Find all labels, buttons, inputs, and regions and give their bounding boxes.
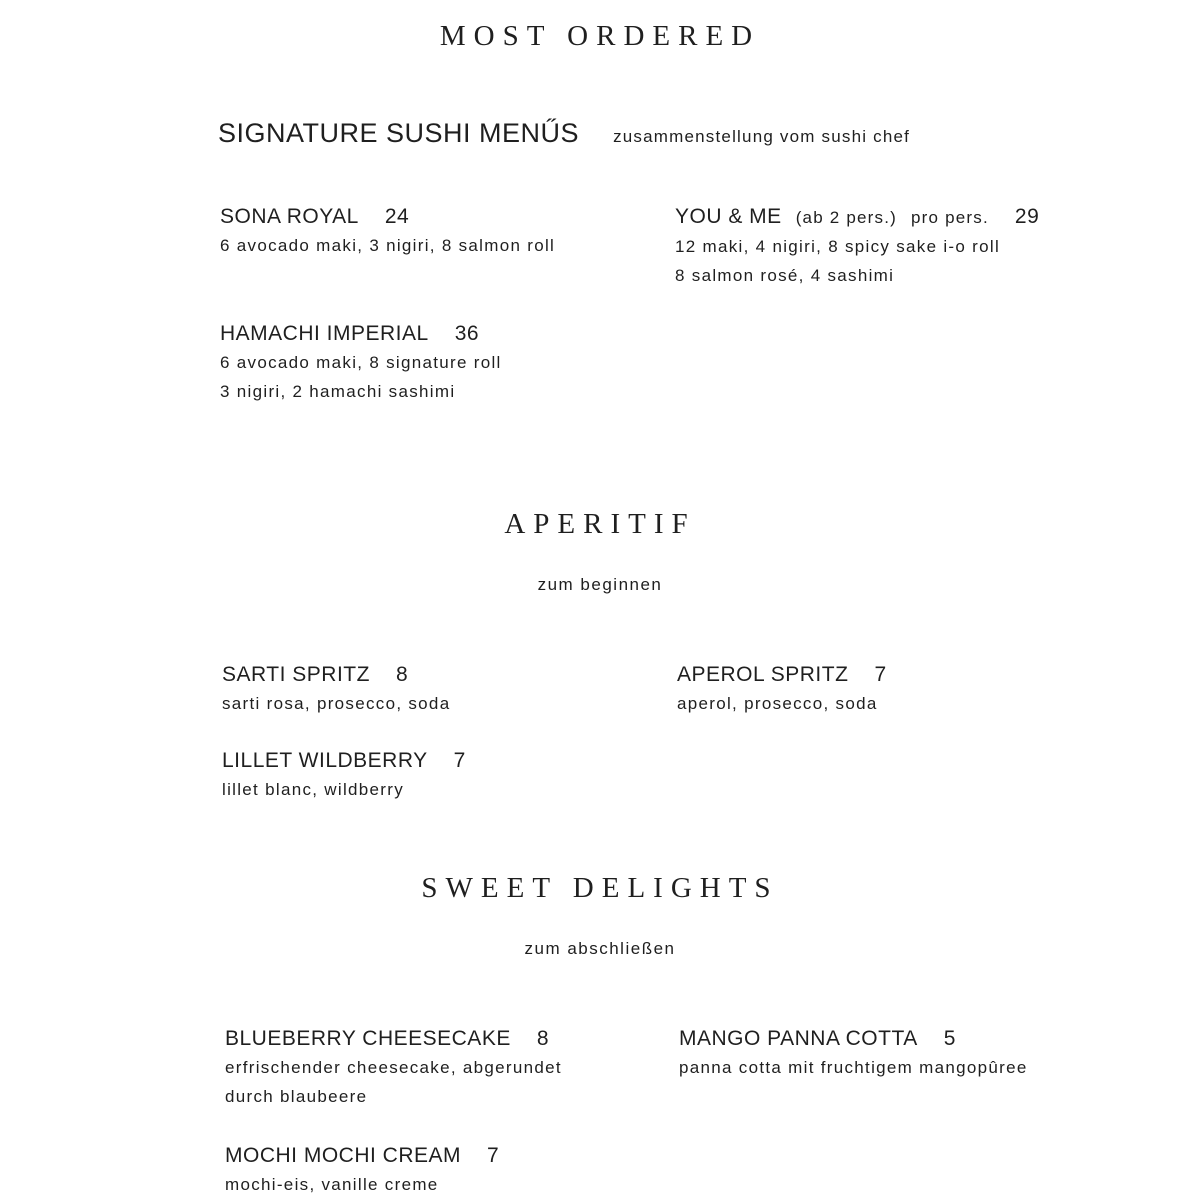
item-description: mochi-eis, vanille creme [225, 1175, 439, 1194]
menu-item-sona-royal [220, 203, 555, 260]
item-description: 6 avocado maki, 3 nigiri, 8 salmon roll [220, 236, 556, 255]
item-name: MOCHI MOCHI CREAM [225, 1144, 461, 1167]
item-price: 8 [536, 1027, 550, 1050]
signature-sushi-note: zusammenstellung vom sushi chef [613, 127, 911, 146]
item-price: 8 [395, 663, 409, 686]
menu-item-sarti-spritz [222, 661, 450, 718]
most-ordered-title: MOST ORDERED [439, 20, 761, 52]
item-price: 5 [943, 1027, 956, 1050]
item-name: YOU & ME [675, 205, 782, 228]
menu-item-you-and-me [675, 203, 1039, 290]
menu-item-lillet-wildberry [222, 747, 466, 804]
menu-item-hamachi-imperial [220, 320, 502, 406]
sweet-delights-subtitle: zum abschließen [524, 939, 676, 958]
item-price: 29 [1014, 205, 1040, 228]
item-name: APEROL SPRITZ [677, 663, 849, 686]
item-name: SONA ROYAL [220, 205, 359, 228]
item-description: erfrischender cheesecake, abgerundet [225, 1058, 562, 1077]
item-description: panna cotta mit fruchtigem mangopûree [679, 1058, 1028, 1077]
item-extra-note-2: pro pers. [911, 208, 989, 227]
item-price: 7 [874, 663, 887, 686]
item-name: LILLET WILDBERRY [222, 749, 428, 772]
item-description-line-2: 8 salmon rosé, 4 sashimi [675, 266, 895, 285]
menu-item-blueberry-cheesecake [225, 1025, 562, 1111]
item-name: SARTI SPRITZ [222, 663, 370, 686]
menu-item-mango-panna-cotta [679, 1025, 1028, 1082]
item-price: 7 [453, 749, 466, 772]
item-name: MANGO PANNA COTTA [679, 1027, 918, 1050]
item-description: 12 maki, 4 nigiri, 8 spicy sake i-o roll [675, 237, 1001, 256]
item-description-line-2: 3 nigiri, 2 hamachi sashimi [220, 382, 456, 401]
item-price: 24 [384, 205, 410, 228]
item-description: sarti rosa, prosecco, soda [222, 694, 451, 713]
item-description: aperol, prosecco, soda [677, 694, 878, 713]
item-price: 36 [454, 322, 480, 345]
item-extra-note: (ab 2 pers.) [795, 208, 898, 227]
menu-item-aperol-spritz [677, 661, 887, 718]
item-description-line-2: durch blaubeere [225, 1087, 368, 1106]
signature-sushi-label: SIGNATURE SUSHI MENŰS [218, 118, 580, 148]
item-name: HAMACHI IMPERIAL [220, 322, 429, 345]
item-price: 7 [487, 1144, 500, 1167]
aperitif-subtitle: zum beginnen [537, 575, 663, 594]
aperitif-title: APERITIF [504, 508, 696, 540]
item-description: lillet blanc, wildberry [222, 780, 405, 799]
menu-item-mochi-mochi-cream [225, 1142, 499, 1199]
item-name: BLUEBERRY CHEESECAKE [225, 1027, 511, 1050]
sweet-delights-title: SWEET DELIGHTS [421, 872, 779, 904]
signature-sushi-heading [218, 120, 910, 147]
item-description: 6 avocado maki, 8 signature roll [220, 353, 502, 372]
